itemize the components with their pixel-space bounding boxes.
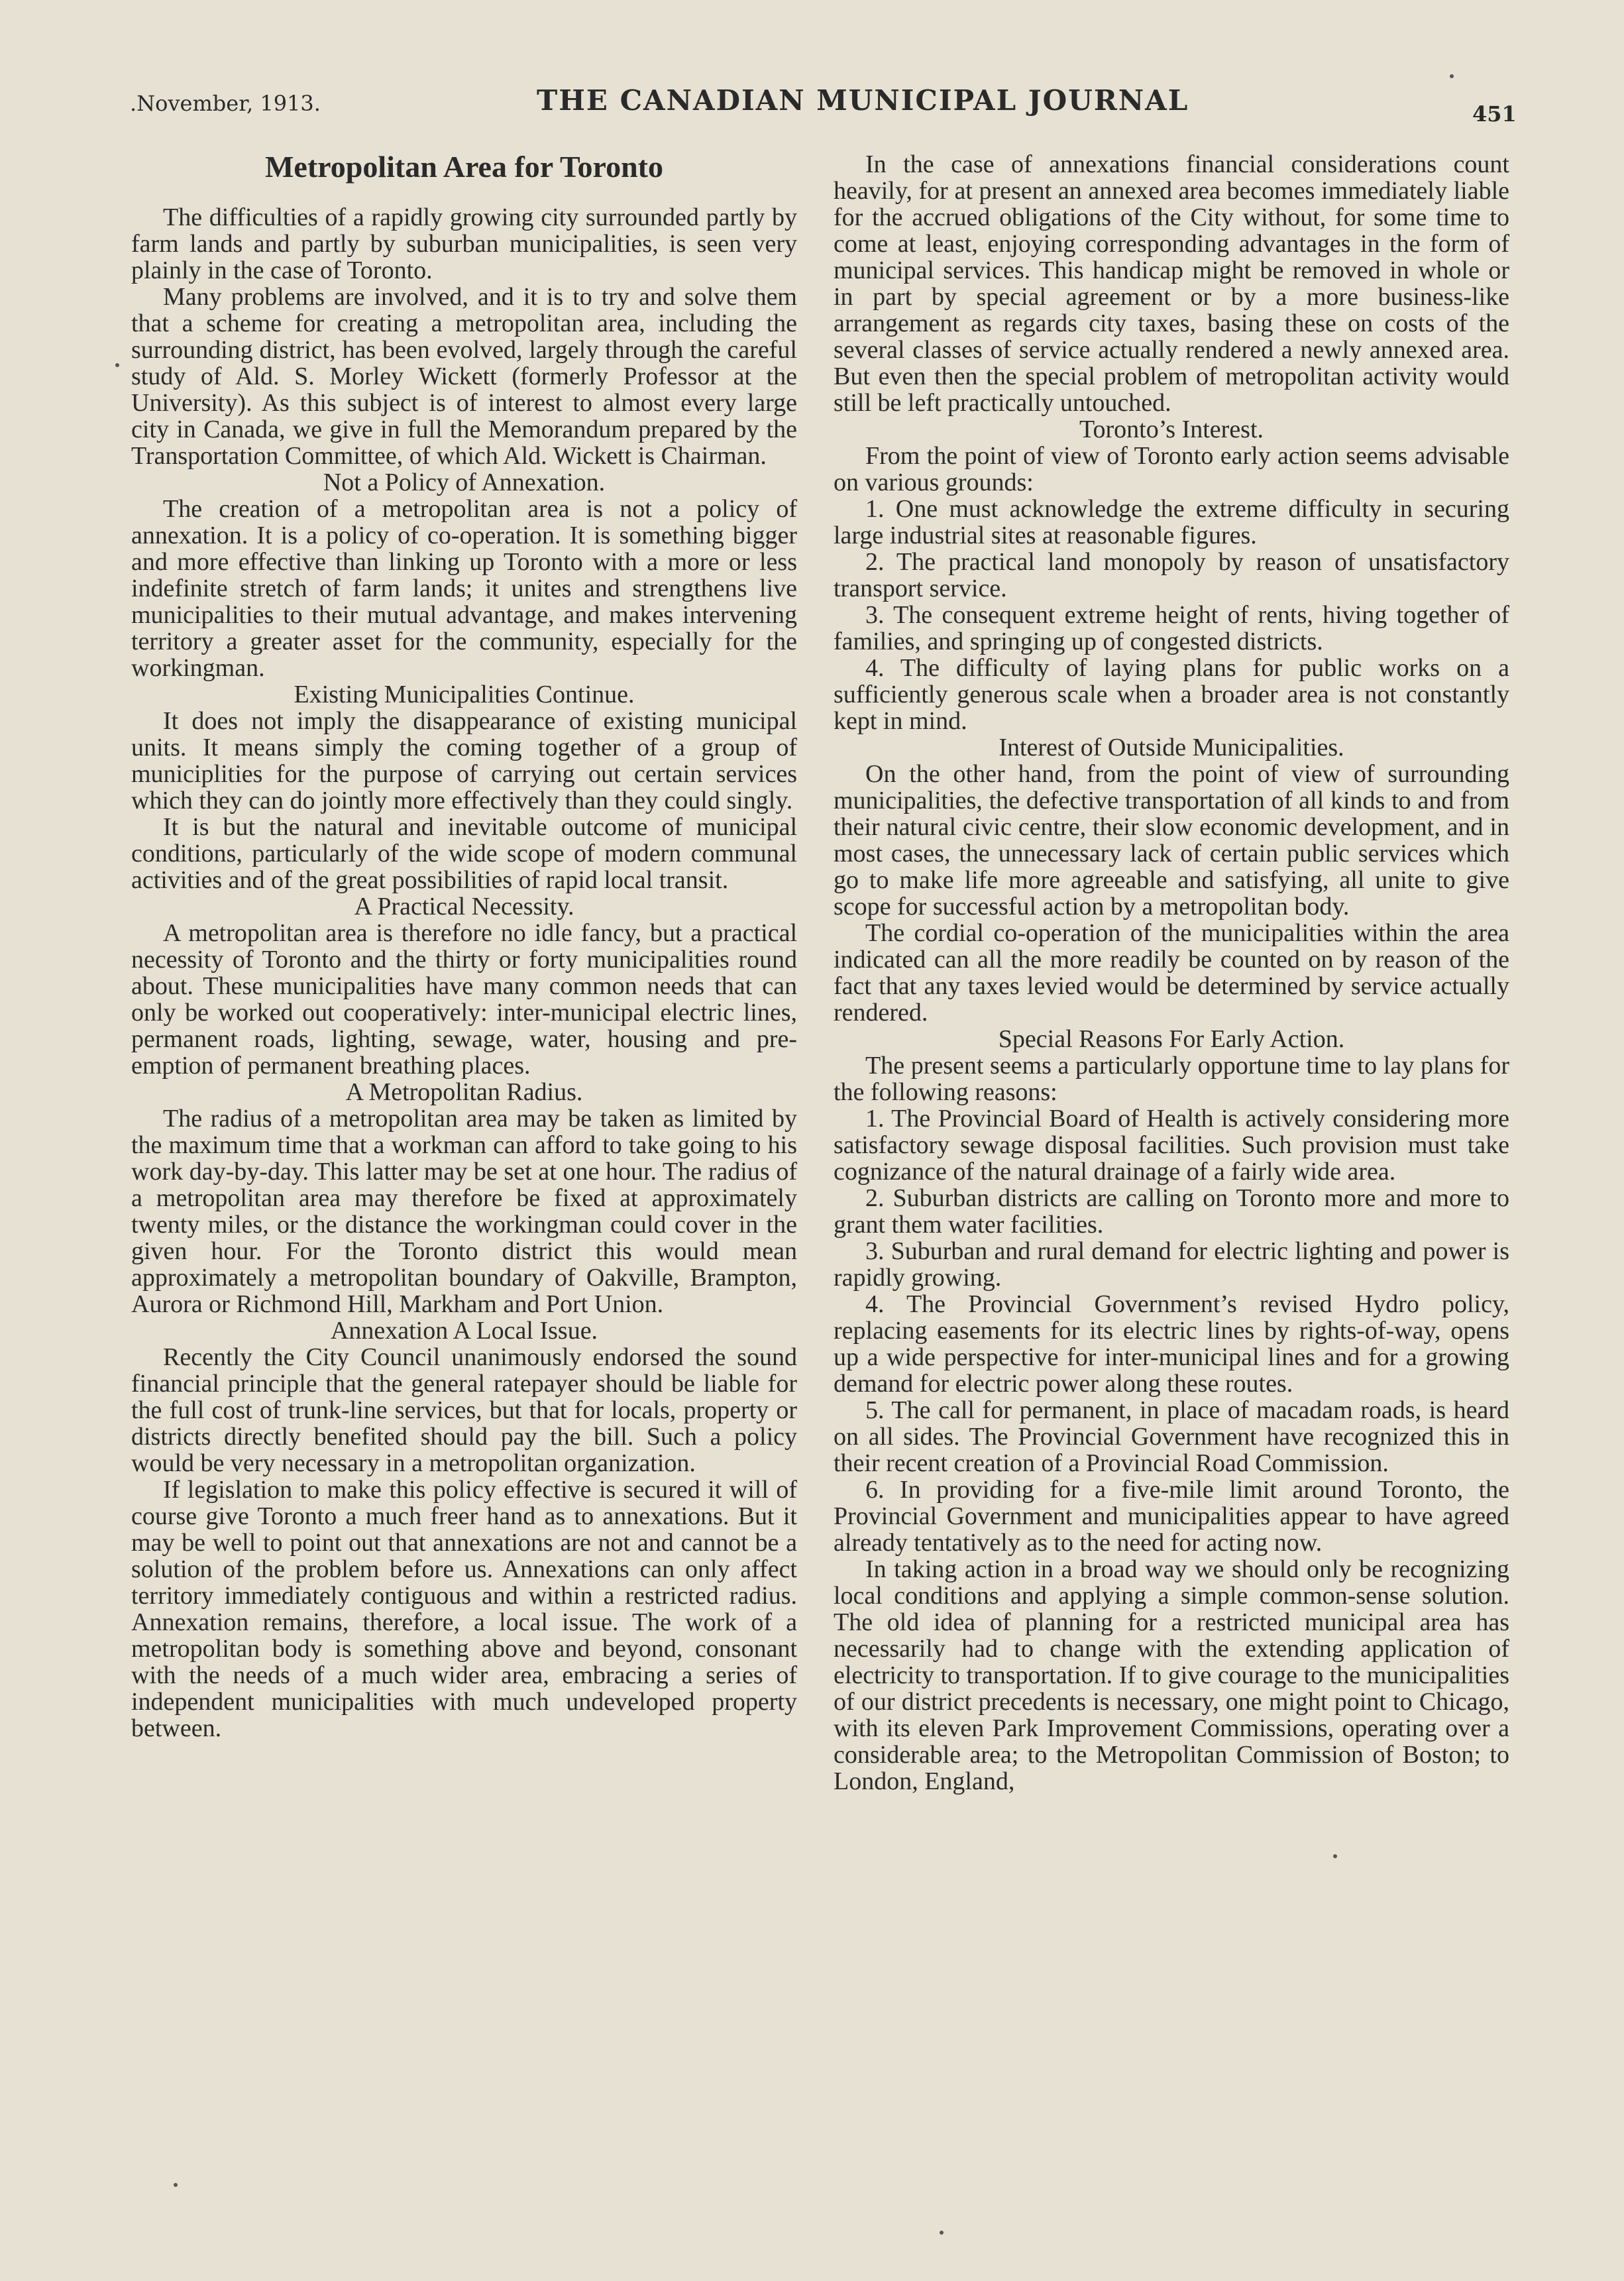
section-heading: Toronto’s Interest. — [1079, 416, 1264, 443]
page-number: 451 — [1472, 101, 1517, 127]
section-heading: Existing Municipalities Continue. — [294, 681, 635, 708]
section-heading: A Practical Necessity. — [354, 893, 574, 920]
paragraph: Many problems are involved, and it is to try and solve them that a scheme for creating a metropolitan area, including the surrounding district, has been evolved, largely through the careful study of Ald. S. Morley Wickett (formerly Professor at the University). As this subject is of interest to almost every large city in Canada, we give in full the Memorandum prepared by the Transportation Committee, of which Ald. Wickett is Chairman. — [131, 283, 797, 470]
paragraph: 3. Suburban and rural demand for electric lighting and power is rapidly growing. — [834, 1237, 1509, 1292]
paragraph: On the other hand, from the point of view of surrounding municipalities, the defective transportation of all kinds to and from their natural civic centre, their slow economic development, and in most cases, the unnecessary lack of certain public services which go to make life more agreeable and satisfying, all unite to give scope for successful action by a metropolitan body. — [834, 760, 1509, 920]
section-heading: A Metropolitan Radius. — [345, 1078, 583, 1106]
article-title: Metropolitan Area for Toronto — [265, 150, 663, 184]
left-column — [131, 147, 797, 1742]
section-heading: Annexation A Local Issue. — [330, 1317, 598, 1345]
section-heading: Not a Policy of Annexation. — [323, 469, 606, 496]
issue-date: .November, 1913. — [130, 91, 321, 116]
paragraph: The radius of a metropolitan area may be taken as limited by the maximum time that a workman can afford to take going to his work day-by-day. This latter may be set at one hour. The radius of a metropolitan area may therefore be fixed at approximately twenty miles, or the distance the workingman could cover in the given hour. For the Toronto district this would mean approximately a metropolitan boundary of Oakville, Brampton, Aurora or Richmond Hill, Markham and Port Union. — [131, 1105, 797, 1318]
paragraph: It does not imply the disappearance of existing municipal units. It means simply the coming together of a group of municiplities for the purpose of carrying out certain services which they can do jointly more effectively than they could singly. — [131, 707, 797, 814]
paragraph: Recently the City Council unanimously endorsed the sound financial principle that the general ratepayer should be liable for the full cost of trunk-line services, but that for locals, property or districts directly benefited should pay the bill. Such a policy would be very necessary in a metropolitan organization. — [131, 1343, 797, 1477]
paragraph: 1. One must acknowledge the extreme difficulty in securing large industrial sites at reasonable figures. — [834, 495, 1509, 549]
paragraph: If legislation to make this policy effective is secured it will of course give Toronto a much freer hand as to annexations. But it may be well to point out that annexations are not and cannot be a solution of the problem before us. Annexations can only affect territory immediately contiguous and within a restricted radius. Annexation remains, therefore, a local issue. The work of a metropolitan body is something above and beyond, consonant with the needs of a much wider area, embracing a series of independent municipalities with much undeveloped property between. — [131, 1476, 797, 1742]
paragraph: It is but the natural and inevitable outcome of municipal conditions, particularly of the wide scope of modern communal activities and of the great possibilities of rapid local transit. — [131, 813, 797, 894]
paragraph: 2. The practical land monopoly by reason of unsatisfactory transport service. — [834, 548, 1509, 602]
paragraph: 3. The consequent extreme height of rents, hiving together of families, and springing up of congested districts. — [834, 601, 1509, 655]
paragraph: In the case of annexations financial considerations count heavily, for at present an annexed area becomes immediately liable for the accrued obligations of the City without, for some time to come at least, enjoying corresponding advantages in the form of municipal services. This handicap might be removed in whole or in part by special agreement or by a more business-like arrangement as regards city taxes, basing these on costs of the several classes of service actually rendered a newly annexed area. But even then the special problem of metropolitan activity would still be left practically untouched. — [834, 150, 1509, 417]
running-head — [0, 83, 1624, 127]
paragraph: 4. The difficulty of laying plans for public works on a sufficiently generous scale when a broader area is not constantly kept in mind. — [834, 654, 1509, 735]
paragraph: The difficulties of a rapidly growing city surrounded partly by farm lands and partly by suburban municipalities, is seen very plainly in the case of Toronto. — [131, 203, 797, 284]
right-column — [834, 151, 1509, 1795]
paragraph: In taking action in a broad way we should only be recognizing local conditions and applying a simple common-sense solution. The old idea of planning for a restricted municipal area has necessarily had to change with the extending application of electricity to transportation. If to give courage to the municipalities of our district precedents is necessary, one might point to Chicago, with its eleven Park Improvement Commissions, operating over a considerable area; to the Metropolitan Commission of Boston; to London, England, — [834, 1555, 1509, 1795]
paragraph: The cordial co-operation of the municipalities within the area indicated can all the more readily be counted on by reason of the fact that any taxes levied would be determined by service actually rendered. — [834, 919, 1509, 1027]
paragraph: The creation of a metropolitan area is not a policy of annexation. It is a policy of co-operation. It is something bigger and more effective than linking up Toronto with a more or less indefinite stretch of farm lands; it unites and strengthens live municipalities to their mutual advantage, and makes intervening territory a greater asset for the community, especially for the workingman. — [131, 495, 797, 682]
paragraph: 2. Suburban districts are calling on Toronto more and more to grant them water facilities. — [834, 1184, 1509, 1239]
journal-title: THE CANADIAN MUNICIPAL JOURNAL — [537, 84, 1189, 117]
paragraph: From the point of view of Toronto early action seems advisable on various grounds: — [834, 442, 1509, 496]
paragraph: A metropolitan area is therefore no idle fancy, but a practical necessity of Toronto and the thirty or forty municipalities round about. These municipalities have many common needs that can only be worked out cooperatively: inter-municipal electric lines, permanent roads, lighting, sewage, water, housing and pre-emption of permanent breathing places. — [131, 919, 797, 1080]
paragraph: 6. In providing for a five-mile limit around Toronto, the Provincial Government and municipalities appear to have agreed already tentatively as to the need for acting now. — [834, 1476, 1509, 1557]
paragraph: 1. The Provincial Board of Health is actively considering more satisfactory sewage disposal facilities. Such provision must take cognizance of the natural drainage of a fairly wide area. — [834, 1105, 1509, 1186]
section-heading: Special Reasons For Early Action. — [998, 1025, 1345, 1053]
section-heading: Interest of Outside Municipalities. — [999, 734, 1344, 761]
paragraph: 5. The call for permanent, in place of macadam roads, is heard on all sides. The Provincial Government have recognized this in their recent creation of a Provincial Road Commission. — [834, 1396, 1509, 1477]
paragraph: 4. The Provincial Government’s revised Hydro policy, replacing easements for its electric lines by rights-of-way, opens up a wide perspective for inter-municipal lines and for a growing demand for electric power along these routes. — [834, 1290, 1509, 1398]
paragraph: The present seems a particularly opportune time to lay plans for the following reasons: — [834, 1052, 1509, 1106]
